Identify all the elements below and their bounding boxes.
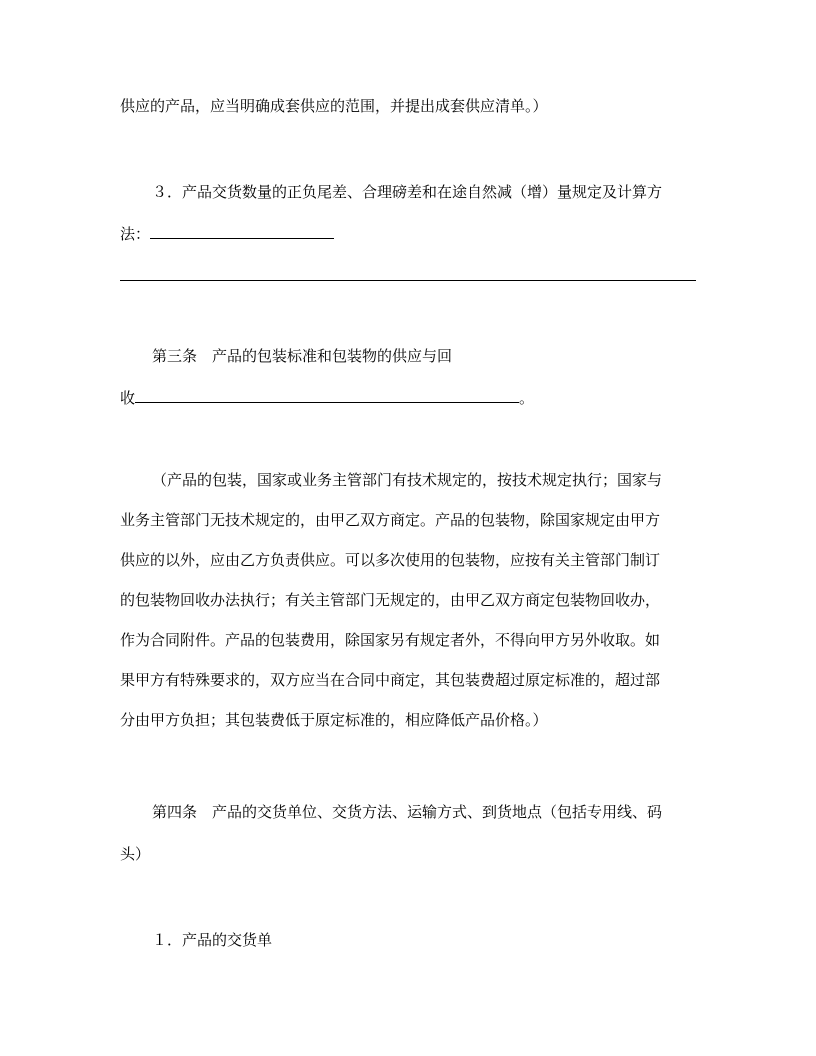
article-3-heading: 第三条 产品的包装标准和包装物的供应与回 xyxy=(152,347,453,365)
paragraph-line: 供应的以外，应由乙方负责供应。可以多次使用的包装物，应按有关主管部门制订 xyxy=(120,551,661,569)
clause-3-method-line xyxy=(120,224,700,244)
period-mark: 。 xyxy=(519,389,535,407)
article-3-continuation xyxy=(120,388,700,408)
article-4-continuation: 头） xyxy=(120,845,151,863)
paragraph-line: （产品的包装，国家或业务主管部门有技术规定的，按技术规定执行；国家与 xyxy=(152,471,663,489)
item-1-heading: １．产品的交货单 xyxy=(152,931,273,949)
fill-in-rule[interactable] xyxy=(120,280,696,281)
method-label: 法： xyxy=(120,225,151,243)
fill-in-blank[interactable] xyxy=(150,224,334,239)
fill-in-blank[interactable] xyxy=(135,388,519,403)
article-3-tail-text: 收 xyxy=(120,389,136,407)
paragraph-line: 果甲方有特殊要求的，双方应当在合同中商定，其包装费超过原定标准的，超过部 xyxy=(120,671,661,689)
paragraph-line: 作为合同附件。产品的包装费用，除国家另有规定者外，不得向甲方另外收取。如 xyxy=(120,631,661,649)
article-4-heading: 第四条 产品的交货单位、交货方法、运输方式、到货地点（包括专用线、码 xyxy=(152,803,663,821)
paragraph-line: 的包装物回收办法执行；有关主管部门无规定的，由甲乙双方商定包装物回收办， xyxy=(120,591,661,609)
clause-3-text: ３．产品交货数量的正负尾差、合理磅差和在途自然减（增）量规定及计算方 xyxy=(152,183,663,201)
paragraph-line: 分由甲方负担；其包装费低于原定标准的，相应降低产品价格。） xyxy=(120,711,548,729)
text-line: 供应的产品，应当明确成套供应的范围，并提出成套供应清单。） xyxy=(120,97,548,115)
paragraph-line: 业务主管部门无技术规定的，由甲乙双方商定。产品的包装物，除国家规定由甲方 xyxy=(120,511,661,529)
